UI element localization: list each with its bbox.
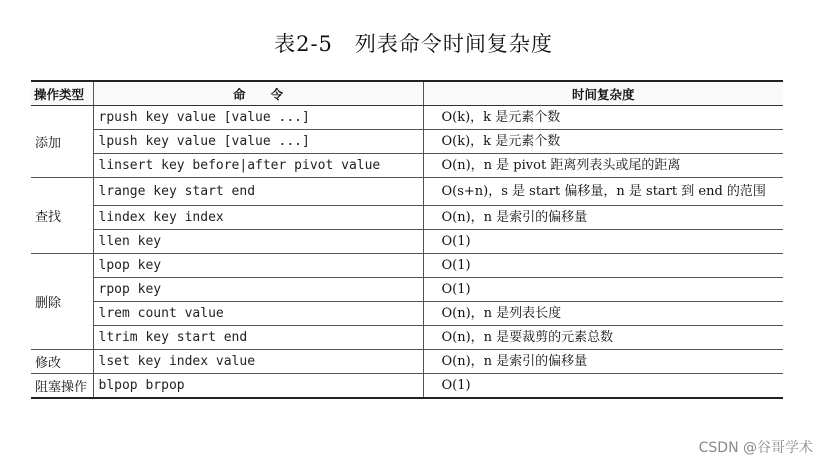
complexity-cell: O(k)，k 是元素个数 (423, 130, 783, 154)
complexity-cell: O(k)，k 是元素个数 (423, 106, 783, 130)
table-row (31, 178, 783, 206)
category-modify: 修改 (31, 350, 93, 374)
complexity-cell: O(1) (423, 254, 783, 278)
command-cell: llen key (93, 230, 423, 254)
command-cell: blpop brpop (93, 374, 423, 399)
complexity-cell: O(n)，n 是索引的偏移量 (423, 350, 783, 374)
command-cell: lrem count value (93, 302, 423, 326)
table-row (31, 350, 783, 374)
complexity-cell: O(1) (423, 278, 783, 302)
complexity-cell: O(n)，n 是要裁剪的元素总数 (423, 326, 783, 350)
table-row (31, 302, 783, 326)
table-row (31, 206, 783, 230)
complexity-cell: O(s+n)，s 是 start 偏移量，n 是 start 到 end 的范围 (423, 178, 783, 206)
table-row (31, 326, 783, 350)
command-cell: lpush key value [value ...] (93, 130, 423, 154)
category-add: 添加 (31, 106, 93, 178)
table-row (31, 230, 783, 254)
complexity-cell: O(n)，n 是 pivot 距离列表头或尾的距离 (423, 154, 783, 178)
table-row (31, 130, 783, 154)
table-title: 表2-5 列表命令时间复杂度 (274, 32, 553, 56)
category-delete: 删除 (31, 254, 93, 350)
complexity-cell: O(n)，n 是列表长度 (423, 302, 783, 326)
category-find: 查找 (31, 178, 93, 254)
complexity-table (31, 80, 783, 399)
watermark: CSDN @谷哥学术 (698, 440, 813, 456)
command-cell: lset key index value (93, 350, 423, 374)
table-row (31, 374, 783, 399)
command-cell: linsert key before|after pivot value (93, 154, 423, 178)
command-cell: lpop key (93, 254, 423, 278)
table-row (31, 106, 783, 130)
header-complexity: 时间复杂度 (423, 81, 783, 106)
table-row (31, 154, 783, 178)
complexity-cell: O(n)，n 是索引的偏移量 (423, 206, 783, 230)
header-command: 命 令 (93, 81, 423, 106)
table-row (31, 254, 783, 278)
table-row (31, 278, 783, 302)
command-cell: lrange key start end (93, 178, 423, 206)
command-cell: ltrim key start end (93, 326, 423, 350)
command-cell: rpush key value [value ...] (93, 106, 423, 130)
complexity-cell: O(1) (423, 374, 783, 399)
header-op-type: 操作类型 (31, 81, 93, 106)
complexity-cell: O(1) (423, 230, 783, 254)
command-cell: lindex key index (93, 206, 423, 230)
table-header-row (31, 81, 783, 106)
command-cell: rpop key (93, 278, 423, 302)
category-blocking: 阻塞操作 (31, 374, 93, 399)
